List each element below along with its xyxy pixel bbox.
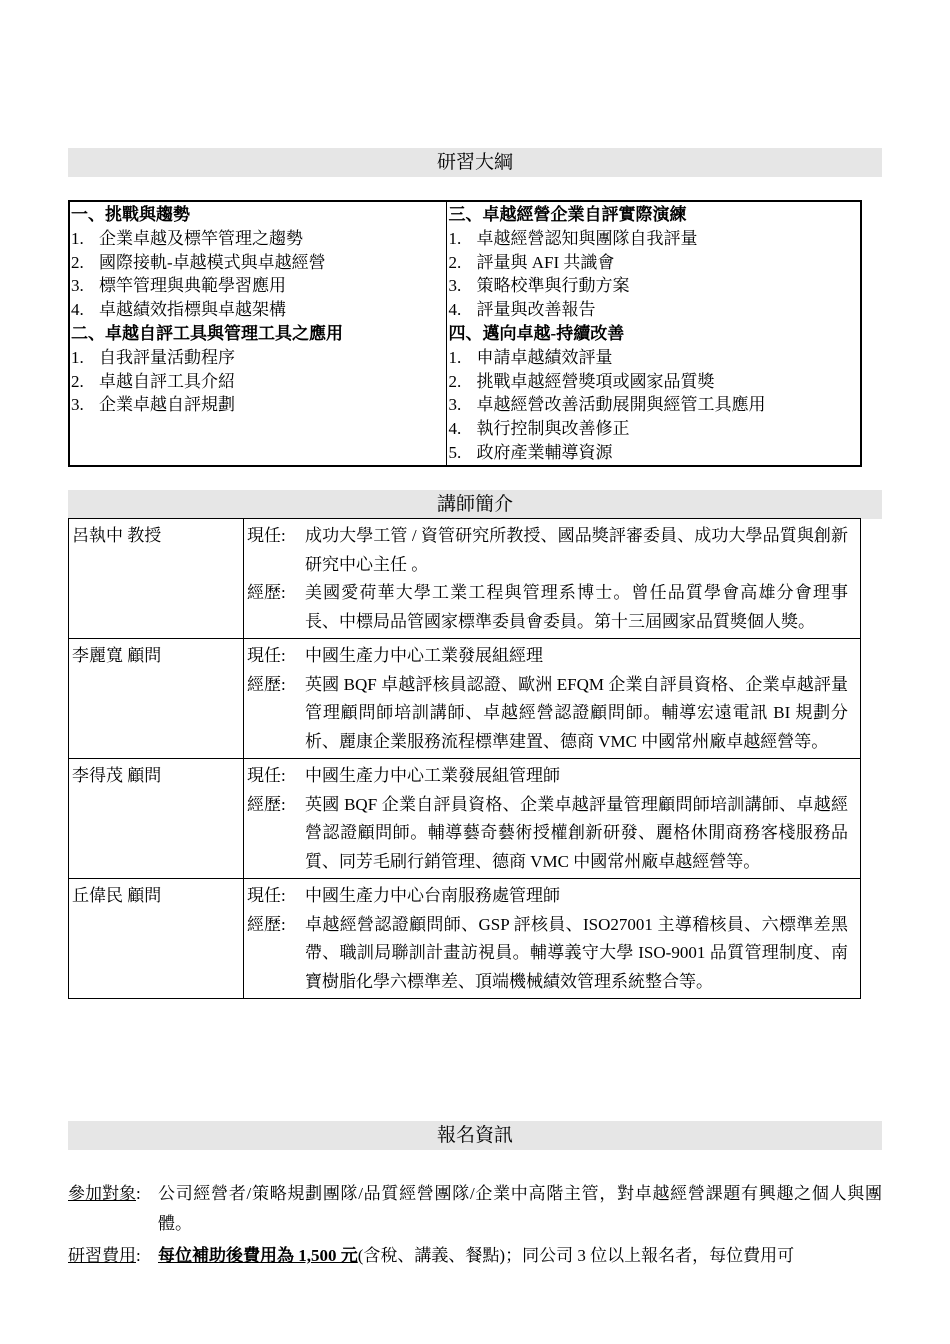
lecturer-name: 丘偉民 顧問 [69, 879, 244, 999]
fee-label: 研習費用 [68, 1246, 136, 1265]
lecturer-name: 李麗寬 顧問 [69, 639, 244, 759]
outline-table [68, 200, 862, 467]
lecturer-current [247, 642, 860, 671]
outline-item-text: 企業卓越及標竿管理之趨勢 [99, 228, 303, 248]
outline-item [71, 251, 446, 275]
outline-item-number: 4. [71, 300, 84, 320]
outline-item [449, 370, 860, 394]
lecturer-current-text: 成功大學工管 / 資管研究所教授、國品獎評審委員、成功大學品質與創新研究中心主任 。 [305, 526, 848, 574]
outline-item-text: 申請卓越績效評量 [476, 347, 613, 367]
audience-text: 公司經營者/策略規劃團隊/品質經營團隊/企業中高階主管，對卓越經營課題有興趣之個人與團體。 [158, 1184, 882, 1233]
lecturer-current-text: 中國生產力中心工業發展組經理 [305, 646, 543, 665]
lecturer-row [69, 759, 861, 879]
outline-item-text: 挑戰卓越經營獎項或國家品質獎 [476, 371, 715, 391]
section-header-lecturers: 講師簡介 [68, 490, 882, 519]
outline-item [449, 346, 860, 370]
outline-item-text: 標竿管理與典範學習應用 [99, 276, 286, 296]
registration-audience: 參加對象 : 公司經營者/策略規劃團隊/品質經營團隊/企業中高階主管，對卓越經營課題有興趣之個人與團體。 [68, 1179, 882, 1239]
outline-item-number: 3. [71, 276, 84, 296]
outline-item-number: 1. [448, 228, 462, 248]
outline-item [449, 298, 860, 322]
outline-item-number: 2. [448, 371, 462, 391]
lecturer-history [247, 791, 860, 877]
outline-item-text: 卓越經營認知與團隊自我評量 [476, 228, 698, 248]
outline-item [71, 346, 446, 370]
lecturer-name: 李得茂 顧問 [69, 759, 244, 879]
lecturer-history-label: 經歷: [247, 914, 286, 934]
outline-item-number: 2. [71, 252, 84, 272]
lecturer-history-label: 經歷: [247, 794, 286, 814]
outline-item [71, 274, 446, 298]
outline-heading: 一、挑戰與趨勢 [71, 205, 190, 224]
lecturer-current [247, 522, 860, 579]
lecturer-history [247, 579, 860, 636]
lecturer-name: 呂執中 教授 [69, 519, 244, 639]
outline-item [71, 370, 446, 394]
section-header-outline: 研習大綱 [68, 148, 882, 177]
outline-left-column [70, 202, 446, 465]
lecturer-current-text: 中國生產力中心工業發展組管理師 [305, 766, 560, 785]
outline-item-number: 3. [448, 395, 462, 415]
lecturer-history [247, 911, 860, 997]
lecturer-table [68, 518, 861, 999]
lecturer-current-label: 現任: [247, 526, 286, 545]
outline-item [71, 298, 446, 322]
lecturer-current-label: 現任: [247, 646, 286, 665]
lecturer-current-label: 現任: [247, 886, 286, 905]
outline-item [449, 441, 860, 465]
outline-item-number: 4. [448, 419, 462, 439]
lecturer-current [247, 762, 860, 791]
outline-item-number: 1. [71, 347, 84, 367]
outline-item-number: 5. [448, 442, 462, 462]
outline-item [449, 274, 860, 298]
lecturer-history-label: 經歷: [247, 583, 286, 602]
registration-fee: 研習費用 : 每位補助後費用為 1,500 元(含稅、講義、餐點)；同公司 3 位以上報名者，每位費用可 [68, 1241, 882, 1271]
outline-item-text: 評量與 AFI 共識會 [476, 252, 615, 272]
lecturer-details [244, 879, 861, 999]
outline-item [449, 393, 860, 417]
lecturer-history-text: 美國愛荷華大學工業工程與管理系博士。曾任品質學會高雄分會理事長、中標局品管國家標準委員會委員。第十三屆國家品質獎個人獎。 [305, 583, 848, 631]
outline-heading: 四、邁向卓越-持續改善 [448, 323, 625, 343]
lecturer-details [244, 519, 861, 639]
lecturer-row [69, 639, 861, 759]
outline-item [449, 417, 860, 441]
outline-item-text: 卓越自評工具介紹 [99, 371, 235, 391]
outline-item-text: 卓越績效指標與卓越架構 [99, 300, 286, 320]
outline-item-text: 評量與改善報告 [476, 300, 596, 320]
outline-item-text: 卓越經營改善活動展開與經管工具應用 [476, 395, 766, 415]
lecturer-history [247, 671, 860, 757]
outline-heading: 三、卓越經營企業自評實際演練 [448, 205, 687, 224]
outline-item-text: 執行控制與改善修正 [476, 419, 630, 439]
lecturer-history-label: 經歷: [247, 674, 286, 694]
lecturer-details [244, 759, 861, 879]
outline-item-number: 3. [448, 276, 462, 296]
outline-item [449, 227, 860, 251]
outline-item-text: 企業卓越自評規劃 [99, 395, 235, 415]
outline-heading: 二、卓越自評工具與管理工具之應用 [71, 323, 343, 343]
fee-amount: 每位補助後費用為 1,500 元 [158, 1246, 358, 1265]
outline-item-text: 自我評量活動程序 [99, 347, 235, 367]
lecturer-current-text: 中國生產力中心台南服務處管理師 [305, 886, 560, 905]
outline-right-column [446, 202, 860, 465]
outline-item-number: 2. [71, 371, 84, 391]
outline-item-number: 1. [448, 347, 462, 367]
outline-item-text: 國際接軌-卓越模式與卓越經營 [99, 252, 326, 272]
lecturer-row [69, 879, 861, 999]
section-header-registration: 報名資訊 [68, 1121, 882, 1150]
lecturer-history-text: 英國 BQF 卓越評核員認證、歐洲 EFQM 企業自評員資格、企業卓越評量管理顧問師培訓講師、卓越經營認證顧問師。輔導宏遠電訊 BI 規劃分析、麗康企業服務流程標準建置、德商 VMC 中國常州廠卓越經營等。 [305, 674, 848, 751]
lecturer-history-text: 卓越經營認證顧問師、GSP 評核員、ISO27001 主導稽核員、六標準差黑帶、職訓局聯訓計畫訪視員。輔導義守大學 ISO-9001 品質管理制度、南寶樹脂化學六標準差、頂端機械績效管理系統整合等。 [305, 914, 848, 991]
outline-item [71, 227, 446, 251]
outline-item [449, 251, 860, 275]
lecturer-details [244, 639, 861, 759]
lecturer-row [69, 519, 861, 639]
outline-item-number: 2. [448, 252, 462, 272]
lecturer-current [247, 882, 860, 911]
outline-item-text: 策略校準與行動方案 [476, 276, 630, 296]
outline-item-number: 3. [71, 395, 84, 415]
outline-item [71, 393, 446, 417]
outline-item-number: 1. [71, 228, 84, 248]
lecturer-current-label: 現任: [247, 766, 286, 785]
outline-item-text: 政府產業輔導資源 [476, 442, 613, 462]
outline-item-number: 4. [448, 300, 462, 320]
audience-label: 參加對象 [68, 1184, 136, 1203]
fee-details: (含稅、講義、餐點)；同公司 3 位以上報名者，每位費用可 [357, 1246, 795, 1265]
lecturer-history-text: 英國 BQF 企業自評員資格、企業卓越評量管理顧問師培訓講師、卓越經營認證顧問師。輔導藝奇藝術授權創新研發、麗格休閒商務客棧服務品質、同芳毛刷行銷管理、德商 VMC 中國常州廠卓越經營等。 [305, 794, 848, 871]
